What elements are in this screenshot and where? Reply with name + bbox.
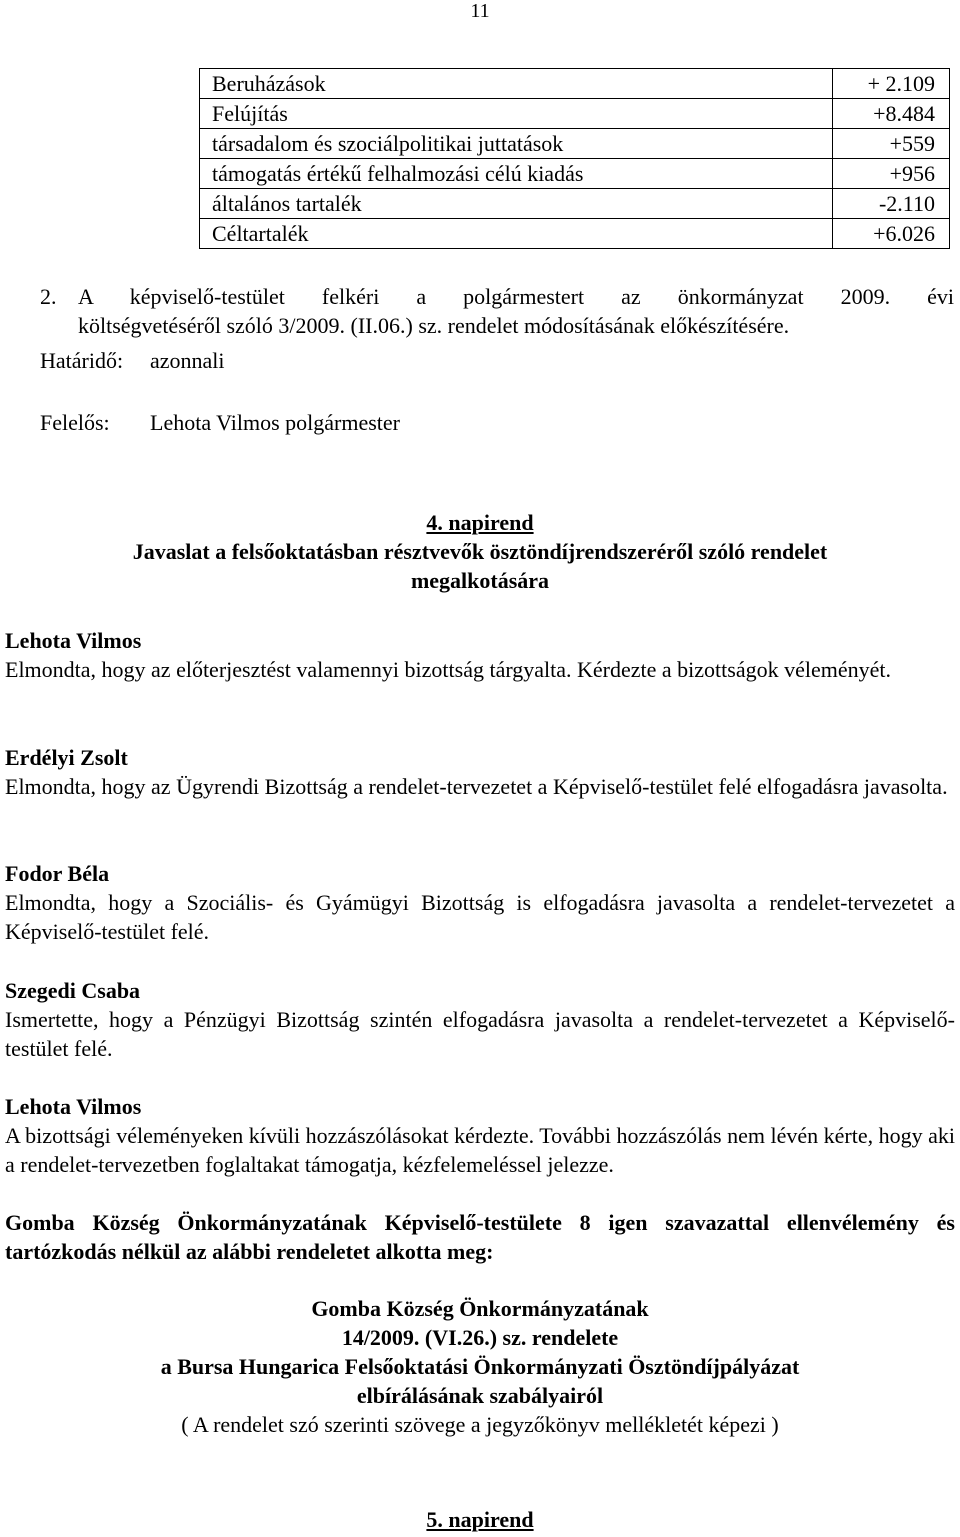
budget-table bbox=[199, 68, 950, 249]
resolution-text-1: A képviselő-testület felkéri a polgármestert az önkormányzat 2009. évi bbox=[78, 284, 954, 309]
speech-text: Elmondta, hogy a Szociális- és Gyámügyi Bizottság is elfogadásra javasolta a rendelet-tervezetet a Képviselő-testület felé. bbox=[5, 890, 955, 944]
decree-heading bbox=[5, 1294, 955, 1439]
decree-line-1: Gomba Község Önkormányzatának bbox=[311, 1296, 649, 1321]
table-cell-value: +6.026 bbox=[833, 219, 950, 249]
table-row bbox=[200, 219, 950, 249]
responsible-row bbox=[40, 408, 400, 437]
decree-line-4: elbírálásának szabályairól bbox=[356, 1383, 604, 1408]
speaker-name: Fodor Béla bbox=[5, 861, 110, 886]
resolution-line-2: költségvetéséről szóló 3/2009. (II.06.) sz. rendelet módosításának előkészítésére. bbox=[78, 313, 790, 338]
table-cell-value: +8.484 bbox=[833, 99, 950, 129]
table-cell-value: -2.110 bbox=[833, 189, 950, 219]
table-row bbox=[200, 189, 950, 219]
table-row bbox=[200, 99, 950, 129]
table-row bbox=[200, 159, 950, 189]
speech-text: Elmondta, hogy az előterjesztést valamennyi bizottság tárgyalta. Kérdezte a bizottságok véleményét. bbox=[5, 657, 891, 682]
speaker-name: Lehota Vilmos bbox=[5, 628, 142, 653]
agenda-4-heading bbox=[5, 508, 955, 595]
table-row bbox=[200, 69, 950, 99]
agenda-4-subtitle-1: Javaslat a felsőoktatásban résztvevők ösztöndíjrendszeréről szóló rendelet bbox=[132, 539, 828, 564]
deadline-label: Határidő: bbox=[40, 348, 124, 373]
page-number: 11 bbox=[470, 0, 490, 22]
speech-1 bbox=[5, 626, 955, 684]
agenda-4-title: 4. napirend bbox=[426, 510, 534, 535]
deadline-value: azonnali bbox=[150, 348, 225, 373]
speech-text: Ismertette, hogy a Pénzügyi Bizottság szintén elfogadásra javasolta a rendelet-tervezetet a Képviselő-testület felé. bbox=[5, 1007, 955, 1061]
table-cell-label: Céltartalék bbox=[200, 219, 833, 249]
speech-3 bbox=[5, 859, 955, 946]
decree-line-5: ( A rendelet szó szerinti szövege a jegyzőkönyv mellékletét képezi ) bbox=[181, 1412, 779, 1437]
table-cell-value: +956 bbox=[833, 159, 950, 189]
resolution-line-1 bbox=[40, 282, 954, 311]
resolution-item bbox=[40, 282, 954, 340]
speech-text: A bizottsági véleményeken kívüli hozzászólásokat kérdezte. További hozzászólás nem lévén kérte, hogy aki a rendelet-tervezetben foglaltakat támogatja, kézfelemeléssel jelezze. bbox=[5, 1123, 955, 1177]
table-cell-label: Felújítás bbox=[200, 99, 833, 129]
vote-statement: Gomba Község Önkormányzatának Képviselő-testülete 8 igen szavazattal ellenvélemény és tartózkodás nélkül az alábbi rendeletet alkotta meg: bbox=[5, 1210, 955, 1264]
table-cell-label: Beruházások bbox=[200, 69, 833, 99]
speaker-name: Erdélyi Zsolt bbox=[5, 745, 128, 770]
responsible-label: Felelős: bbox=[40, 410, 110, 435]
resolution-number: 2. bbox=[40, 284, 57, 309]
speaker-name: Lehota Vilmos bbox=[5, 1094, 142, 1119]
table-row bbox=[200, 129, 950, 159]
responsible-value: Lehota Vilmos polgármester bbox=[150, 410, 400, 435]
agenda-4-subtitle-2: megalkotására bbox=[410, 568, 550, 593]
decree-line-3: a Bursa Hungarica Felsőoktatási Önkormányzati Ösztöndíjpályázat bbox=[160, 1354, 800, 1379]
speaker-name: Szegedi Csaba bbox=[5, 978, 141, 1003]
speech-2 bbox=[5, 743, 955, 801]
table-cell-label: támogatás értékű felhalmozási célú kiadás bbox=[200, 159, 833, 189]
agenda-5-title: 5. napirend bbox=[426, 1507, 534, 1532]
speech-text: Elmondta, hogy az Ügyrendi Bizottság a rendelet-tervezetet a Képviselő-testület felé elfogadásra javasolta. bbox=[5, 774, 948, 799]
table-cell-value: + 2.109 bbox=[833, 69, 950, 99]
speech-5 bbox=[5, 1092, 955, 1179]
speech-4 bbox=[5, 976, 955, 1063]
decree-line-2: 14/2009. (VI.26.) sz. rendelete bbox=[341, 1325, 619, 1350]
table-cell-label: általános tartalék bbox=[200, 189, 833, 219]
table-cell-value: +559 bbox=[833, 129, 950, 159]
deadline-row bbox=[40, 346, 225, 375]
table-cell-label: társadalom és szociálpolitikai juttatások bbox=[200, 129, 833, 159]
